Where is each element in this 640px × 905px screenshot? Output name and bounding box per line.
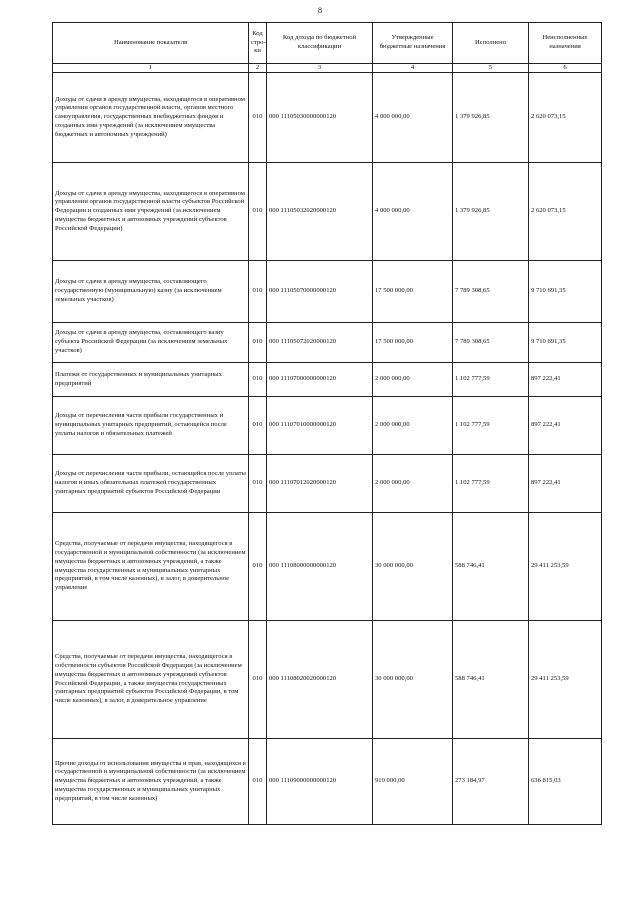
indicator-name: Доходы от сдачи в аренду имущества, находящегося в оперативном управлении органов государственной власти, органов местного самоуправления, государственных внебюджетных фондов и созданных ими учреждений (за исключением имущества бюджетных и автономных учреждений) [53,73,249,163]
unexecuted-amount: 897 222,41 [529,455,602,513]
line-code: 010 [249,397,267,455]
table-row [53,323,602,363]
indicator-name: Доходы от сдачи в аренду имущества, составляющего казну субъекта Российской Федерации (за исключением земельных участков) [53,323,249,363]
approved-amount: 2 000 000,00 [373,363,453,397]
executed-amount: 273 184,97 [453,739,529,825]
header-unexecuted: Неисполненные назначения [529,23,602,64]
indicator-name: Доходы от перечисления части прибыли, остающейся после уплаты налогов и иных обязательных платежей государственных унитарных предприятий субъектов Российской Федерации [53,455,249,513]
unexecuted-amount: 897 222,41 [529,397,602,455]
header-line-code: Код стро-ки [249,23,267,64]
executed-amount: 1 379 926,85 [453,163,529,261]
income-code: 000 11105072020000120 [267,323,373,363]
table-row [53,73,602,163]
header-approved: Утвержденные бюджетные назначения [373,23,453,64]
indicator-name: Средства, получаемые от передачи имущества, находящегося в собственности субъектов Российской Федерации (за исключением имущества бюджетных и автономных учреждений субъектов Российской Федерации, а также имущества государственных унитарных предприятий субъектов Российской Федерации, в том числе казенных), в залог, в доверительное управление [53,621,249,739]
unexecuted-amount: 2 620 073,15 [529,73,602,163]
indicator-name: Платежи от государственных и муниципальных унитарных предприятий [53,363,249,397]
page-number: 8 [318,6,322,15]
table-header [53,23,602,73]
line-code: 010 [249,163,267,261]
unexecuted-amount: 9 710 691,35 [529,261,602,323]
approved-amount: 17 500 000,00 [373,323,453,363]
executed-amount: 1 102 777,59 [453,455,529,513]
income-code: 000 11105070000000120 [267,261,373,323]
column-number: 5 [453,64,529,73]
header-executed: Исполнено [453,23,529,64]
approved-amount: 30 000 000,00 [373,513,453,621]
executed-amount: 7 789 308,65 [453,261,529,323]
table-row [53,397,602,455]
income-code: 000 11109000000000120 [267,739,373,825]
income-code: 000 11105030000000120 [267,73,373,163]
table-row [53,513,602,621]
table-row [53,363,602,397]
column-number: 2 [249,64,267,73]
line-code: 010 [249,261,267,323]
unexecuted-amount: 2 620 073,15 [529,163,602,261]
approved-amount: 910 000,00 [373,739,453,825]
indicator-name: Доходы от сдачи в аренду имущества, составляющего государственную (муниципальную) казну (за исключением земельных участков) [53,261,249,323]
executed-amount: 588 746,41 [453,513,529,621]
budget-execution-table [52,22,602,825]
executed-amount: 1 379 926,85 [453,73,529,163]
income-code: 000 11107000000000120 [267,363,373,397]
approved-amount: 17 500 000,00 [373,261,453,323]
column-number-row [53,64,602,73]
income-code: 000 11107010000000120 [267,397,373,455]
line-code: 010 [249,513,267,621]
column-number: 3 [267,64,373,73]
table-row [53,163,602,261]
header-indicator-name: Наименование показателя [53,23,249,64]
executed-amount: 588 746,41 [453,621,529,739]
line-code: 010 [249,73,267,163]
unexecuted-amount: 29 411 253,59 [529,621,602,739]
line-code: 010 [249,323,267,363]
income-code: 000 11107012020000120 [267,455,373,513]
table-row [53,739,602,825]
income-code: 000 11105032020000120 [267,163,373,261]
income-code: 000 11108000000000120 [267,513,373,621]
approved-amount: 4 000 000,00 [373,163,453,261]
approved-amount: 4 000 000,00 [373,73,453,163]
table-row [53,455,602,513]
column-number: 4 [373,64,453,73]
indicator-name: Прочие доходы от использования имущества и прав, находящихся в государственной и муниципальной собственности (за исключением имущества бюджетных и автономных учреждений, а также имущества государственных и муниципальных унитарных предприятий, в том числе казенных) [53,739,249,825]
column-number: 6 [529,64,602,73]
executed-amount: 7 789 308,65 [453,323,529,363]
unexecuted-amount: 636 815,03 [529,739,602,825]
column-number: 1 [53,64,249,73]
executed-amount: 1 102 777,59 [453,397,529,455]
unexecuted-amount: 29 411 253,59 [529,513,602,621]
line-code: 010 [249,363,267,397]
line-code: 010 [249,739,267,825]
unexecuted-amount: 9 710 691,35 [529,323,602,363]
income-code: 000 11108020020000120 [267,621,373,739]
indicator-name: Средства, получаемые от передачи имущества, находящегося в государственной и муниципальной собственности (за исключением имущества бюджетных и автономных учреждений, а также имущества государственных и муниципальных унитарных предприятий, в том числе казенных), в залог, в доверительное управление [53,513,249,621]
approved-amount: 2 000 000,00 [373,397,453,455]
header-income-code: Код дохода по бюджетной классификации [267,23,373,64]
line-code: 010 [249,455,267,513]
table-row [53,621,602,739]
line-code: 010 [249,621,267,739]
indicator-name: Доходы от сдачи в аренду имущества, находящегося в оперативном управлении органов государственной власти субъектов Российской Федерации и созданных ими учреждений (за исключением имущества бюджетных и автономных учреждений субъектов Российской Федерации) [53,163,249,261]
table-row [53,261,602,323]
executed-amount: 1 102 777,59 [453,363,529,397]
approved-amount: 30 000 000,00 [373,621,453,739]
unexecuted-amount: 897 222,41 [529,363,602,397]
approved-amount: 2 000 000,00 [373,455,453,513]
indicator-name: Доходы от перечисления части прибыли государственных и муниципальных унитарных предприятий, остающейся после уплаты налогов и обязательных платежей [53,397,249,455]
